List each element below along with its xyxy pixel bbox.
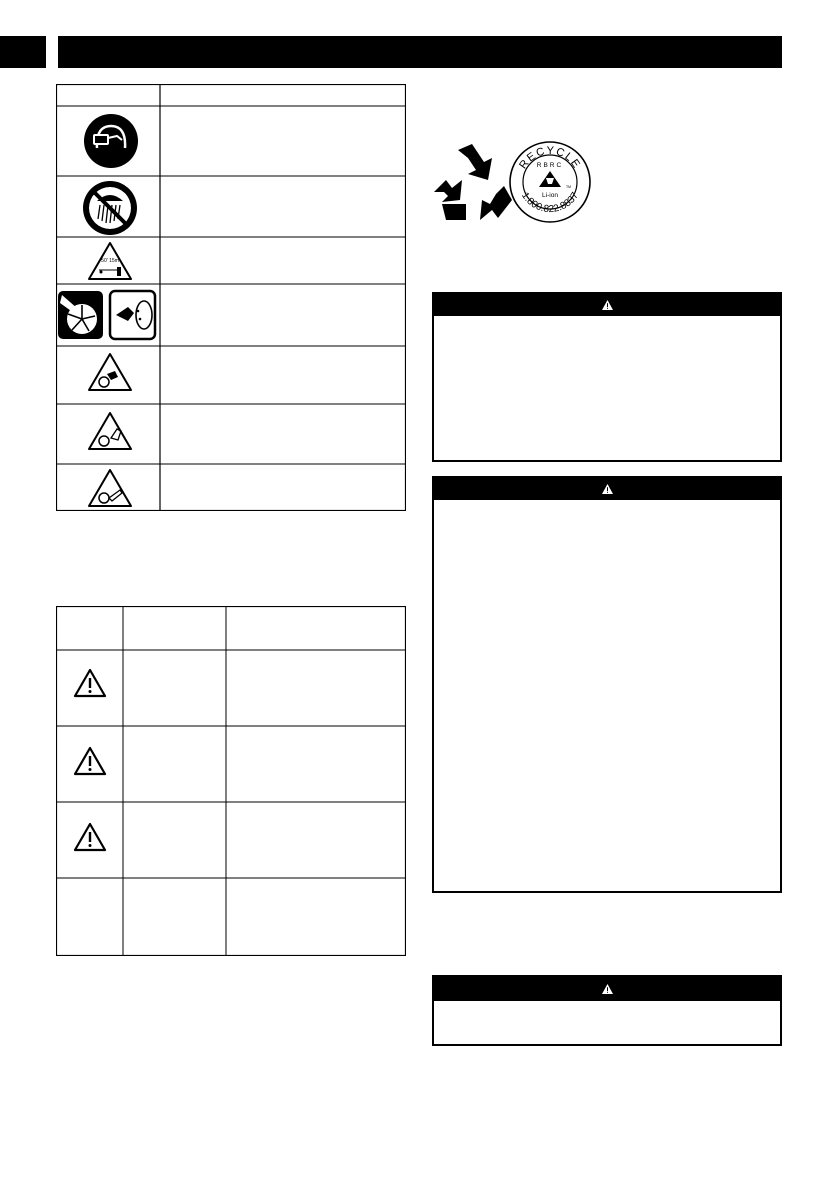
bystander-distance-icon — [87, 241, 133, 281]
seal-chem: Li-ion — [542, 192, 558, 199]
recycle-arrows-icon — [430, 140, 514, 224]
warning-triangle-icon — [601, 299, 614, 311]
warning-box-3 — [432, 975, 782, 1046]
signal-table-grid — [56, 606, 406, 956]
warning-triangle-icon — [73, 668, 107, 698]
warning-box-2 — [432, 476, 782, 893]
warning-triangle-icon — [601, 483, 614, 495]
hand-fan-hazard-icon — [56, 289, 160, 341]
seal-top-text: RECYCLE — [517, 144, 583, 172]
warning-box-1-header — [434, 294, 780, 316]
rbrc-recycle-seal — [508, 140, 592, 224]
seal-tm: TM — [566, 185, 572, 189]
warning-box-3-header — [434, 977, 780, 1001]
section-tab — [0, 36, 46, 68]
warning-triangle-icon — [73, 746, 107, 776]
signal-word-table — [56, 606, 406, 956]
blade-foot-hazard-icon — [87, 468, 133, 508]
svg-text:50' 15m: 50' 15m — [101, 258, 119, 264]
no-rain-icon — [83, 181, 137, 235]
warning-triangle-icon — [73, 822, 107, 852]
warning-box-2-header — [434, 478, 780, 500]
blade-hand-hazard-icon — [87, 411, 133, 451]
seal-phone-text: 1.800.822.8837 — [519, 190, 581, 216]
safety-glasses-icon — [84, 114, 138, 168]
symbols-table — [56, 84, 406, 511]
warning-box-1 — [432, 292, 782, 462]
blade-thrown-object-icon — [87, 352, 133, 392]
seal-letters: RBRC — [536, 162, 564, 169]
warning-triangle-icon — [601, 983, 614, 995]
page-header-bar — [58, 36, 782, 68]
